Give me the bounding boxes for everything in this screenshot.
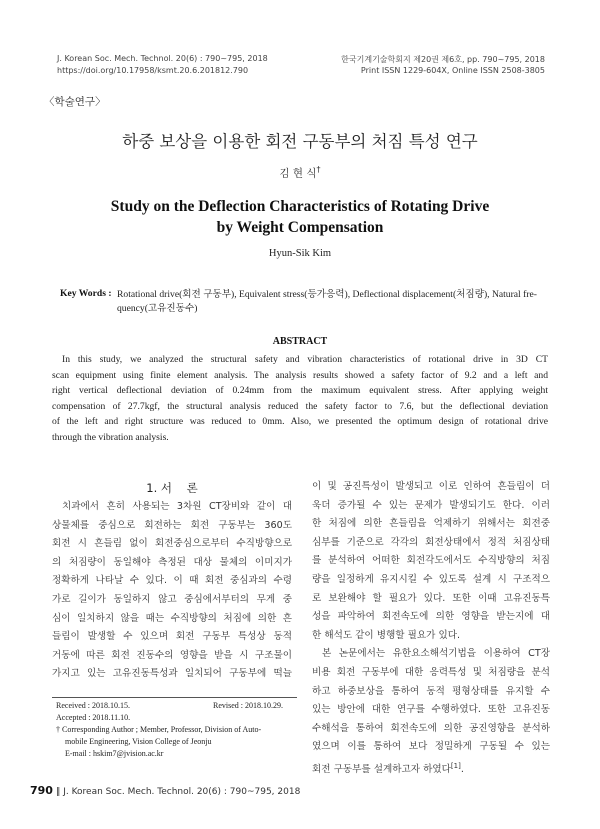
abstract-heading: ABSTRACT	[272, 336, 328, 347]
right-line-6: 량을 일정하게 유지시킬 수 있도록 설계 시 구조적으	[312, 573, 550, 585]
right-line-4: 심부를 기준으로 각각의 회전상태에서 정적 처짐상태	[312, 536, 550, 548]
accepted-date: Accepted : 2018.11.10.	[56, 713, 131, 722]
corresponding-author-note: † Corresponding Author ; Member, Professor, Division of Auto-	[56, 725, 262, 734]
title-english	[0, 196, 600, 238]
journal-citation-right: 한국기계기술학회지 제20권 제6호, pp. 790~795, 2018	[341, 55, 545, 64]
right-line-10: 본 논문에서는 유한요소해석기법을 이용하여 CT장	[322, 648, 550, 660]
intro-left-column	[52, 498, 292, 684]
abstract-line-4: compensation of 27.7kgf, the structural analysis reduced the safety factor to 7.6, but the deflectional deviation	[52, 400, 548, 412]
right-line-11: 비용 회전 구동부에 대한 응력특성 및 처짐량을 분석	[312, 666, 550, 678]
left-line-10: 가지고 있는 고유진동특성과 일치되어 구동부에 떡늘	[52, 668, 292, 680]
reference-1-link[interactable]: [1]	[450, 761, 461, 770]
email-address[interactable]: E-mail : hskim7@jvision.ac.kr	[65, 749, 164, 758]
left-line-7: 심이 일치하지 않을 때는 수직방향의 처짐에 의한 흔	[52, 612, 292, 624]
author-english: Hyun-Sik Kim	[268, 248, 332, 259]
intro-right-column	[312, 478, 550, 780]
left-line-2: 상물체를 중심으로 회전하는 회전 구동부는 360도	[52, 519, 292, 531]
author-korean	[0, 165, 600, 181]
journal-citation-left: J. Korean Soc. Mech. Technol. 20(6) : 790~795, 2018	[57, 54, 268, 63]
keywords-label: Key Words :	[60, 288, 112, 299]
right-line-7: 로 보완해야 할 필요가 있다. 또한 이때 고유진동특	[312, 592, 550, 604]
title-english-line-1: Study on the Deflection Characteristics of Rotating Drive	[110, 198, 490, 215]
revised-date: Revised : 2018.10.29.	[213, 701, 283, 710]
affiliation-note: mobile Engineering, Vision College of Jeonju	[65, 737, 212, 746]
keywords-line-1: Rotational drive(회전 구동부), Equivalent stress(등가응력), Deflectional displacement(처짐량), Natural fre-	[117, 289, 537, 300]
title-korean: 하중 보상을 이용한 회전 구동부의 처짐 특성 연구	[122, 132, 478, 151]
issn-info: Print ISSN 1229-604X, Online ISSN 2508-3805	[360, 66, 545, 75]
right-line-16-text: 회전 구동부를 설계하고자 하였다	[312, 764, 451, 776]
footer-citation: J. Korean Soc. Mech. Technol. 20(6) : 790~795, 2018	[63, 787, 301, 797]
left-line-5: 정확하게 나타날 수 있다. 이 때 회전 중심과의 수령	[52, 575, 292, 587]
footer-separator: ‖	[55, 787, 61, 797]
right-line-8: 성을 파악하여 회전속도에 의한 영향을 받는지에 대	[312, 611, 550, 623]
right-line-12: 하고 하중보상을 통하여 동적 평형상태를 유지할 수	[312, 685, 550, 697]
abstract-line-3: right vertical deflectional deviation of 0.24mm from the maximum equivalent stress. After applying weight	[52, 385, 548, 396]
right-line-3: 한 처짐에 의한 흔들림을 억제하기 위해서는 회전중	[312, 518, 550, 530]
right-line-9: 한 해석도 같이 병행할 필요가 있다.	[312, 629, 461, 641]
right-line-16-end: .	[460, 764, 464, 776]
left-line-6: 가로 길이가 동일하지 않고 중심에서부터의 무게 중	[52, 593, 292, 605]
abstract-body	[52, 352, 548, 445]
right-line-5: 를 분석하여 어떠한 회전각도에서도 수직방향의 처짐	[312, 555, 550, 567]
received-date: Received : 2018.10.15.	[56, 701, 130, 710]
keywords-list	[117, 288, 547, 316]
page-number: 790	[30, 784, 53, 797]
right-line-14: 수해석을 통하여 회전속도에 의한 공진영향을 분석하	[312, 722, 550, 734]
right-line-13: 있는 방안에 대한 연구를 수행하였다. 또한 고유진동	[312, 704, 550, 716]
left-line-1: 치과에서 흔히 사용되는 3차원 CT장비와 같이 대	[62, 501, 292, 512]
abstract-line-6: through the vibration analysis.	[52, 431, 169, 443]
keywords-line-2: quency(고유진동수)	[117, 303, 198, 314]
abstract-line-5: of the left and right structure was reduced to 0mm. Also, we presented the optimum design of rotational drive	[52, 416, 548, 427]
page-footer	[30, 784, 300, 797]
right-line-1: 이 및 공진특성이 발생되고 이로 인하여 흔들림이 더	[312, 481, 550, 492]
doi-link[interactable]: https://doi.org/10.17958/ksmt.20.6.201812.790	[57, 66, 249, 75]
left-line-4: 의 처짐량이 동일해야 측정된 대상 물체의 이미지가	[52, 556, 292, 568]
abstract-line-2: scan equipment using finite element analysis. The analysis results showed a safety factor of 9.2 and a left and	[52, 369, 548, 381]
author-korean-name: 김 현 식	[279, 167, 317, 180]
right-line-16	[312, 757, 550, 780]
left-line-8: 들림이 발생할 수 있으며 회전 구동부 특성상 동적	[52, 631, 292, 643]
right-line-15: 였으며 이를 통하여 보다 정밀하게 구동될 수 있는	[312, 741, 550, 753]
left-line-3: 회전 시 흔들림 없이 회전중심으로부터 수직방향으로	[52, 538, 292, 550]
left-line-9: 거동에 따른 회전 진동수의 영향을 받을 시 구조물이	[52, 649, 292, 661]
corresponding-author-mark: †	[316, 165, 321, 174]
footnote-divider	[52, 697, 297, 698]
right-line-2: 욱더 증가될 수 있는 문제가 발생되기도 한다. 이러	[312, 499, 550, 511]
title-english-line-2: by Weight Compensation	[216, 219, 384, 236]
section-heading-introduction: 1. 서 론	[146, 481, 198, 495]
abstract-line-1: In this study, we analyzed the structural safety and vibration characteristics of rotational drive in 3D CT	[62, 354, 548, 365]
article-category: 〈학술연구〉	[44, 96, 106, 108]
